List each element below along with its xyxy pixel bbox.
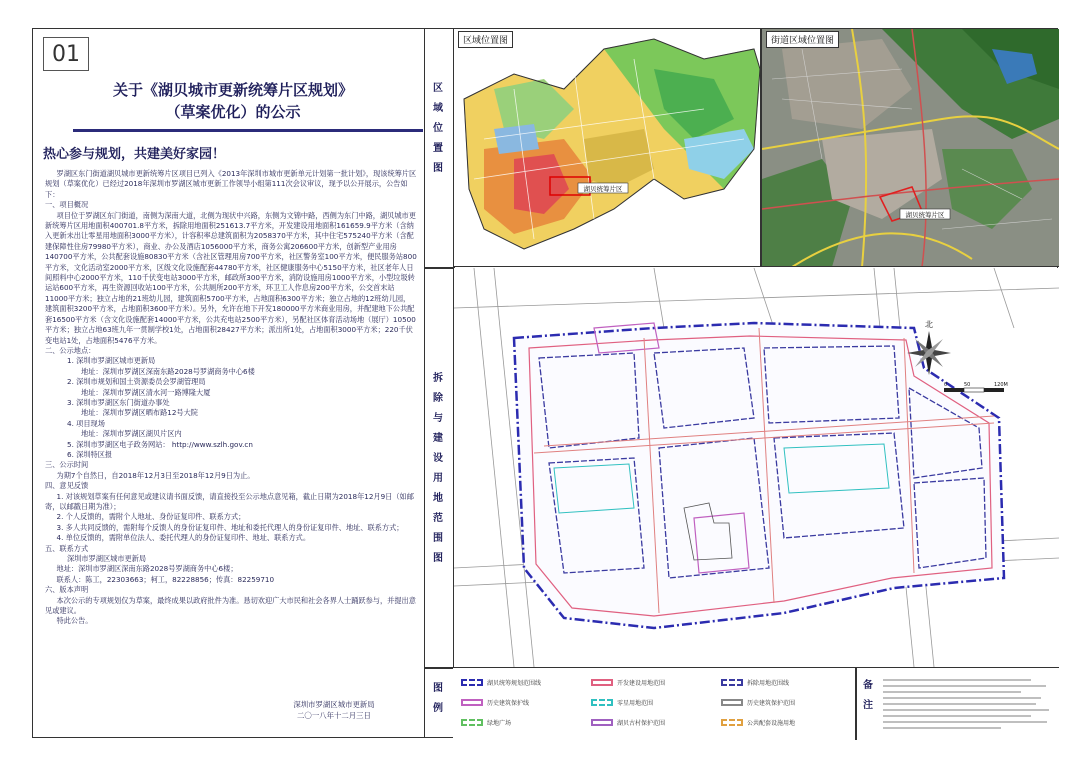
notice-sheet bbox=[32, 28, 1058, 738]
signature bbox=[259, 699, 409, 721]
satellite-map-graphic bbox=[762, 29, 1059, 267]
list-item: 6. 深圳特区报 bbox=[67, 449, 113, 459]
section-heading: 四、意见反馈 bbox=[45, 481, 89, 491]
vertical-title-region: 区域位置图 bbox=[433, 83, 443, 174]
signature-date: 二〇一八年十二月三日 bbox=[297, 711, 371, 720]
list-item: 1. 对该规划草案有任何意见或建议请书面反馈，请直接投至公示地点意见箱，截止日期为2018年12月9日（如邮寄，以邮戳日期为准）； bbox=[45, 491, 414, 511]
legend-item bbox=[461, 718, 511, 727]
legend-label: 公共配套设施用地 bbox=[747, 720, 796, 727]
signature-org: 深圳市罗湖区城市更新局 bbox=[293, 700, 375, 709]
title-divider bbox=[425, 267, 453, 269]
version-statement: 本次公示的专项规划仅为草案，最终成果以政府批件为准。恳切欢迎广大市民和社会各界人士踊跃参与，并提出意见或建议。 bbox=[45, 595, 416, 616]
list-item: 3. 深圳市罗湖区东门街道办事处 bbox=[67, 397, 170, 407]
list-item: 2. 深圳市规划和国土资源委员会罗湖管理局 bbox=[67, 377, 206, 387]
notice-period: 为期7个自然日，自2018年12月3日至2018年12月9日为止。 bbox=[56, 470, 255, 480]
list-item: 地址：深圳市罗湖区晒布路12号大院 bbox=[81, 408, 198, 418]
legend-label: 零星用地范围 bbox=[617, 700, 654, 707]
closing: 特此公告。 bbox=[56, 616, 93, 626]
vertical-title-legend: 图例 bbox=[433, 683, 443, 714]
legend-divider bbox=[855, 668, 857, 740]
legend-item bbox=[461, 698, 529, 707]
legend-item bbox=[591, 678, 665, 687]
legend-label: 历史建筑保护线 bbox=[487, 700, 530, 707]
section-heading: 二、公示地点： bbox=[45, 345, 96, 355]
slogan: 热心参与规划，共建美好家园！ bbox=[43, 147, 226, 162]
legend-label: 湖贝统筹规划范围线 bbox=[487, 680, 542, 687]
list-item: 地址：深圳市罗湖区清水河一路博隆大厦 bbox=[81, 387, 211, 397]
list-item: 地址：深圳市罗湖区深南东路2028号罗湖商务中心6楼 bbox=[81, 366, 255, 376]
legend-swatch bbox=[591, 699, 613, 706]
title-line-1: 关于《湖贝城市更新统筹片区规划》 bbox=[112, 81, 353, 99]
legend-swatch bbox=[461, 719, 483, 726]
page-number: 01 bbox=[43, 37, 89, 71]
legend-label: 拆除用地范围线 bbox=[747, 680, 790, 687]
scale-label: 120M bbox=[994, 382, 1008, 388]
list-item: 2. 个人反馈的，需附个人地址、身份证复印件、联系方式； bbox=[56, 512, 246, 522]
list-item: 地址：深圳市罗湖区深南东路2028号罗湖商务中心6楼； bbox=[56, 564, 238, 574]
list-item: 联系人：陈工，22303663；柯工，82228856；传真：82259710 bbox=[56, 574, 275, 584]
legend-label: 历史建筑保护范围 bbox=[747, 700, 796, 707]
list-item: 5. 深圳市罗湖区电子政务网站： http://www.szlh.gov.cn bbox=[67, 439, 253, 449]
legend-item bbox=[721, 718, 795, 727]
street-location-map bbox=[762, 29, 1059, 267]
street-map-title: 街道区域位置图 bbox=[766, 31, 839, 48]
list-item: 地址：深圳市罗湖区湖贝片区内 bbox=[81, 429, 182, 439]
legend-swatch bbox=[591, 719, 613, 726]
project-overview: 项目位于罗湖区东门街道，南侧为深南大道，北侧为现状中兴路，东侧为文锦中路，西侧为东门中路，湖贝城市更新统筹片区用地面积400701.8平方米，拆除用地面积251613.7平方米，开发建设用地面积161659.9平方米（含纳入更新未出让零星用地面积3000平方米），计容积率总建筑面积为2058370平方米，其中住宅575240平方米（含配建保障性住房79980平方米），商业、办公及酒店1056000平方米，商务公寓206600平方米，创新型产业用房140700平方米，公共配套设施80830平方米（含社区管理用房700平方米，社区警务室100平方米，便民服务站800平方米，文化活动室2000平方米，区级文化设施配套44780平方米，社区健康服务中心5150平方米，社区老年人日间照料中心2000平方米，110千伏变电站3000平方米，邮政所300平方米，消防设施用房1000平方米，小型垃圾转运站600平方米，再生资源回收站100平方米，公共厕所200平方米，环卫工人作息房200平方米，公交首末站11000平方米；独立占地的21班幼儿园，建筑面积5700平方米，占地面积6300平方米；独立占地的12班幼儿园，建筑面积3200平方米，占地面积3600平方米）。另外，允许在地下开发180000平方米商业用房，并配建地下公共配套16500平方米（含文化设施配套14000平方米，公共充电站2500平方米），另配社区体育活动场地（展厅）10500平方米；独立占地63班九年一贯制学校1处，占地面积28427平方米；派出所1处，占地面积3000平方米；220千伏变电站1处，占地面积5476平方米。 bbox=[45, 210, 417, 345]
legend-label: 开发建设用地范围 bbox=[617, 680, 666, 687]
legend-swatch bbox=[461, 699, 483, 706]
scale-label: 0 bbox=[944, 382, 948, 388]
regional-map-graphic bbox=[454, 29, 760, 267]
section-heading: 一、项目概况 bbox=[45, 200, 89, 210]
legend-swatch bbox=[721, 699, 743, 706]
intro-paragraph: 罗湖区东门街道湖贝城市更新统筹片区项目已列入《2013年深圳市城市更新单元计划第一批计划》，现该统筹片区规划（草案优化）已经过2018年深圳市罗湖区城市更新工作领导小组第111次会议审议，现予以公开展示，公告如下： bbox=[45, 169, 417, 199]
section-heading: 五、联系方式 bbox=[45, 543, 89, 553]
notice-text-panel bbox=[33, 29, 425, 737]
legend-item bbox=[591, 718, 665, 727]
notes-lines bbox=[881, 674, 1053, 734]
scale-label: 50 bbox=[964, 382, 971, 388]
list-item: 3. 多人共同反馈的，需附每个反馈人的身份证复印件、地址和委托代理人的身份证复印件、地址、联系方式； bbox=[56, 522, 404, 532]
street-map-place-label: 湖贝统筹片区 bbox=[905, 211, 945, 219]
title-divider bbox=[425, 667, 453, 669]
legend-label: 绿地广场 bbox=[487, 720, 512, 727]
demolition-construction-map bbox=[454, 268, 1059, 667]
north-label: 北 bbox=[925, 320, 933, 329]
regional-map-place-label: 湖贝统筹片区 bbox=[583, 185, 623, 193]
legend-swatch bbox=[721, 679, 743, 686]
notice-body bbox=[45, 169, 417, 627]
land-use-plan-graphic bbox=[454, 268, 1059, 667]
map-legend bbox=[453, 667, 1059, 739]
legend-item bbox=[461, 678, 541, 687]
regional-map-title: 区域位置图 bbox=[458, 31, 513, 48]
notice-title bbox=[63, 79, 403, 123]
vertical-title-demolition: 拆除与建设用地范围图 bbox=[433, 373, 443, 564]
legend-swatch bbox=[461, 679, 483, 686]
legend-label: 湖贝古村保护范围 bbox=[617, 720, 666, 727]
legend-swatch bbox=[591, 679, 613, 686]
title-line-2: （草案优化）的公示 bbox=[165, 103, 301, 121]
list-item: 4. 项目现场 bbox=[67, 418, 105, 428]
list-item: 4. 单位反馈的，需附单位法人、委托代理人的身份证复印件、地址、联系方式。 bbox=[56, 533, 311, 543]
notes-vertical-title: 备注 bbox=[863, 680, 873, 711]
notes-block bbox=[881, 674, 1053, 734]
title-underline bbox=[73, 129, 423, 132]
list-item: 1. 深圳市罗湖区城市更新局 bbox=[67, 356, 156, 366]
legend-swatch bbox=[721, 719, 743, 726]
list-item: 深圳市罗湖区城市更新局 bbox=[67, 554, 147, 564]
section-heading: 六、版本声明 bbox=[45, 585, 89, 595]
section-heading: 三、公示时间 bbox=[45, 460, 89, 470]
legend-item bbox=[591, 698, 653, 707]
legend-item bbox=[721, 678, 789, 687]
regional-location-map bbox=[454, 29, 760, 267]
legend-item bbox=[721, 698, 795, 707]
